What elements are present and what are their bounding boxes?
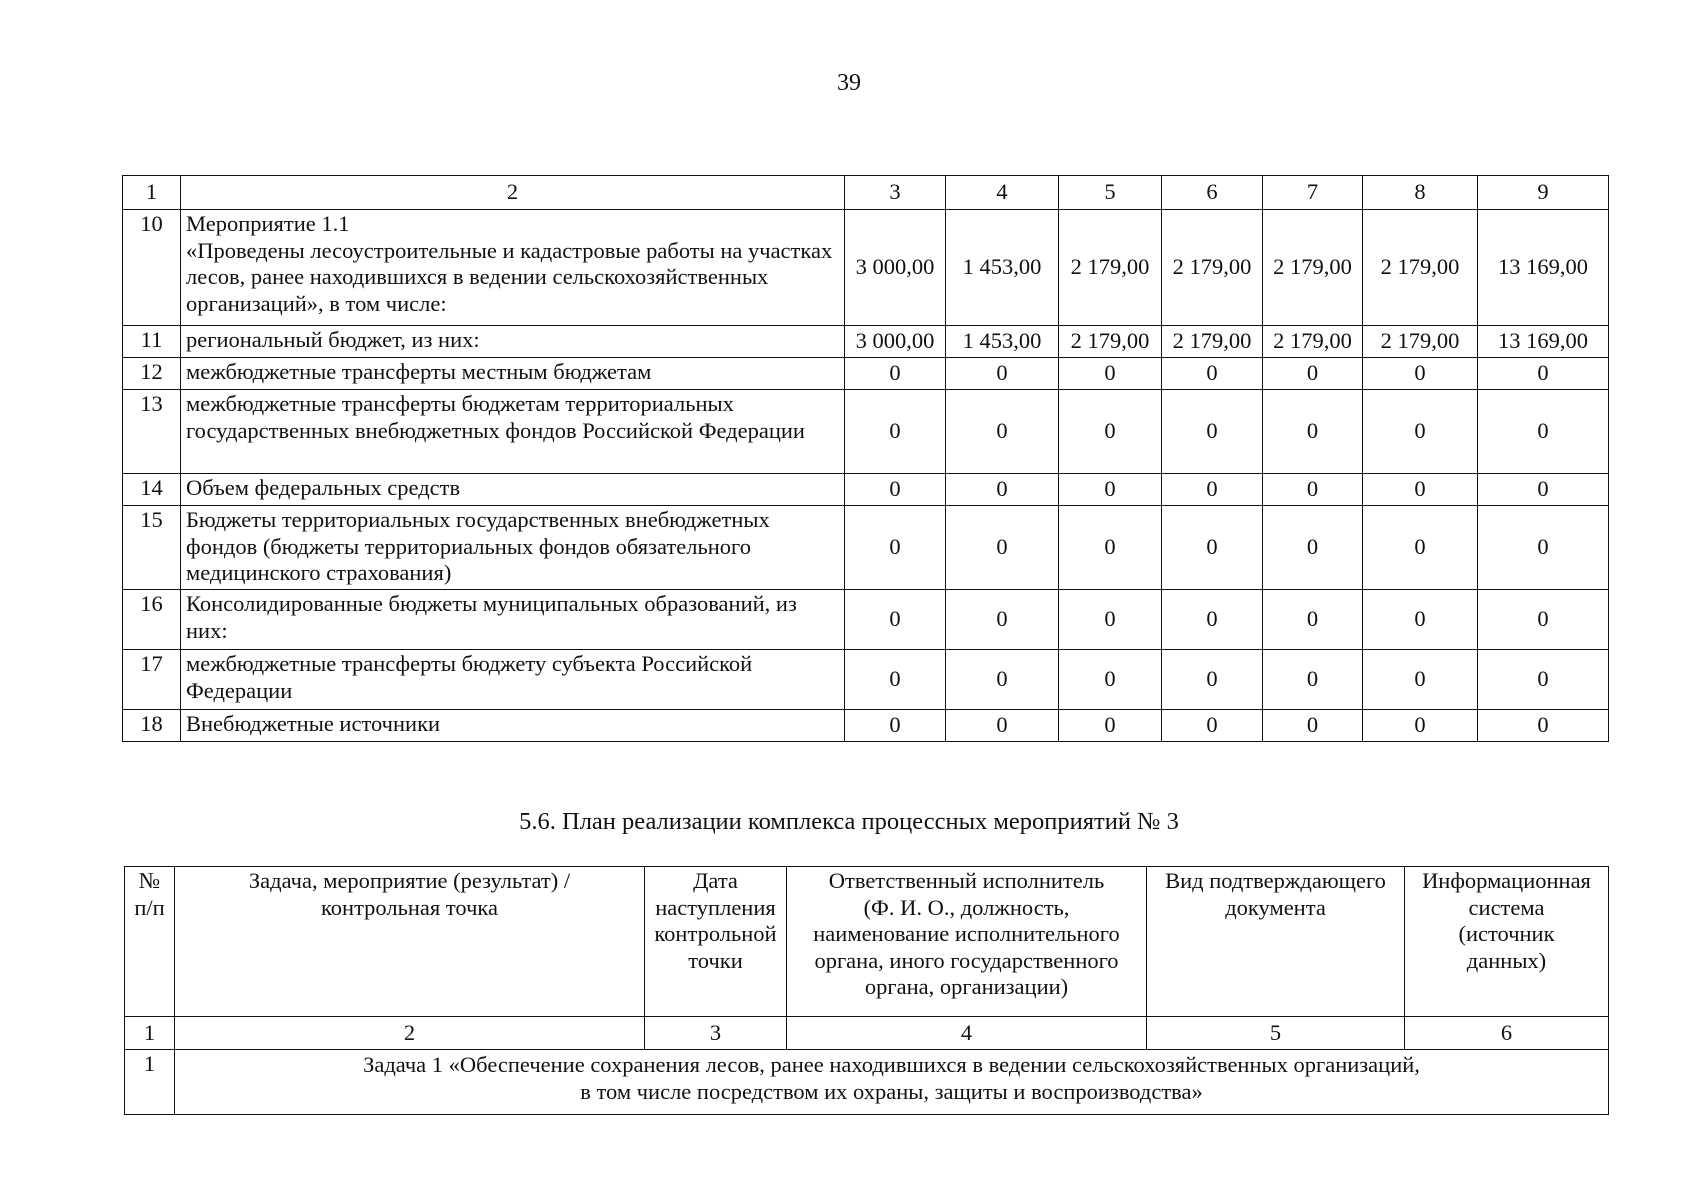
row-value: 0 [845,590,946,650]
row-value: 0 [1478,710,1609,742]
row-label: Бюджеты территориальных государственных внебюджетных фондов (бюджеты территориальных фондов обязательного медицинского страхования) [181,506,845,590]
row-value: 0 [845,358,946,390]
header-document-type: Вид подтверждающего документа [1147,867,1405,1017]
row-number: 12 [123,358,181,390]
row-value: 2 179,00 [1162,326,1263,358]
row-value: 2 179,00 [1363,210,1478,326]
header-task: Задача, мероприятие (результат) / контрольная точка [175,867,645,1017]
row-label: межбюджетные трансферты местным бюджетам [181,358,845,390]
row-number: 10 [123,210,181,326]
row-value: 3 000,00 [845,326,946,358]
row-value: 0 [1162,710,1263,742]
row-value: 0 [1478,390,1609,474]
row-value: 0 [1059,390,1162,474]
row-label: региональный бюджет, из них: [181,326,845,358]
implementation-plan-table [124,866,1609,1115]
row-value: 0 [946,474,1059,506]
page-number: 39 [837,70,861,96]
row-value: 0 [1478,506,1609,590]
row-value: 0 [1162,506,1263,590]
row-value: 0 [1263,590,1363,650]
row-number: 14 [123,474,181,506]
section-heading: 5.6. План реализации комплекса процессных мероприятий № 3 [519,808,1179,835]
row-number: 17 [123,650,181,710]
column-number: 2 [175,1017,645,1050]
row-value: 0 [845,474,946,506]
row-value: 0 [1263,390,1363,474]
row-value: 2 179,00 [1263,210,1363,326]
row-value: 0 [946,710,1059,742]
row-value: 0 [1059,474,1162,506]
row-value: 0 [1478,474,1609,506]
row-value: 3 000,00 [845,210,946,326]
column-number: 5 [1147,1017,1405,1050]
column-number: 5 [1059,176,1162,210]
row-label: Объем федеральных средств [181,474,845,506]
row-value: 13 169,00 [1478,326,1609,358]
task-text: Задача 1 «Обеспечение сохранения лесов, ранее находившихся в ведении сельскохозяйственных организаций, в том числе посредством их охраны, защиты и воспроизводства» [175,1050,1609,1115]
column-number: 1 [125,1017,175,1050]
row-value: 0 [1162,590,1263,650]
row-value: 2 179,00 [1162,210,1263,326]
row-label: межбюджетные трансферты бюджету субъекта Российской Федерации [181,650,845,710]
row-value: 0 [946,650,1059,710]
row-value: 0 [1162,358,1263,390]
row-value: 0 [946,358,1059,390]
row-value: 0 [1263,358,1363,390]
column-number: 6 [1405,1017,1609,1050]
row-label: Мероприятие 1.1 «Проведены лесоустроительные и кадастровые работы на участках лесов, ранее находившихся в ведении сельскохозяйственных организаций», в том числе: [181,210,845,326]
funding-row [123,710,1609,742]
row-value: 0 [1363,474,1478,506]
row-value: 0 [1263,506,1363,590]
row-value: 0 [1478,590,1609,650]
row-value: 0 [1059,650,1162,710]
row-value: 0 [1162,390,1263,474]
row-value: 0 [845,390,946,474]
row-value: 0 [946,590,1059,650]
row-value: 0 [1263,474,1363,506]
column-number: 3 [845,176,946,210]
row-number: 16 [123,590,181,650]
funding-row [123,210,1609,326]
column-number: 3 [645,1017,787,1050]
header-responsible: Ответственный исполнитель (Ф. И. О., должность, наименование исполнительного органа, иного государственного органа, организации) [787,867,1147,1017]
row-value: 2 179,00 [1263,326,1363,358]
row-value: 2 179,00 [1363,326,1478,358]
row-value: 0 [946,506,1059,590]
row-value: 0 [1162,474,1263,506]
row-number: 18 [123,710,181,742]
row-number: 13 [123,390,181,474]
column-number: 8 [1363,176,1478,210]
row-value: 1 453,00 [946,210,1059,326]
row-label: Консолидированные бюджеты муниципальных образований, из них: [181,590,845,650]
funding-row [123,326,1609,358]
row-value: 0 [845,506,946,590]
column-number: 4 [946,176,1059,210]
row-value: 0 [1478,358,1609,390]
column-number: 1 [123,176,181,210]
row-value: 2 179,00 [1059,210,1162,326]
row-value: 13 169,00 [1478,210,1609,326]
funding-row [123,650,1609,710]
row-value: 0 [1162,650,1263,710]
row-value: 0 [946,390,1059,474]
row-value: 1 453,00 [946,326,1059,358]
header-info-system: Информационная система (источник данных) [1405,867,1609,1017]
plan-header-row [125,867,1609,1017]
row-value: 0 [1059,590,1162,650]
header-date: Дата наступления контрольной точки [645,867,787,1017]
row-value: 0 [1059,710,1162,742]
row-value: 0 [845,650,946,710]
row-value: 0 [1363,358,1478,390]
row-number: 15 [123,506,181,590]
row-value: 0 [845,710,946,742]
plan-column-numbers-row [125,1017,1609,1050]
row-value: 0 [1363,710,1478,742]
row-number: 11 [123,326,181,358]
row-value: 0 [1263,710,1363,742]
row-value: 0 [1478,650,1609,710]
column-number: 7 [1263,176,1363,210]
row-value: 0 [1263,650,1363,710]
column-number: 2 [181,176,845,210]
column-number: 4 [787,1017,1147,1050]
funding-row [123,590,1609,650]
row-value: 0 [1363,650,1478,710]
funding-column-numbers-row [123,176,1609,210]
funding-row [123,474,1609,506]
row-label: межбюджетные трансферты бюджетам территориальных государственных внебюджетных фондов Российской Федерации [181,390,845,474]
row-value: 2 179,00 [1059,326,1162,358]
funding-row [123,358,1609,390]
funding-table [122,175,1609,742]
task-row [125,1050,1609,1115]
row-value: 0 [1363,590,1478,650]
funding-row [123,390,1609,474]
header-row-number: № п/п [125,867,175,1017]
column-number: 9 [1478,176,1609,210]
funding-row [123,506,1609,590]
column-number: 6 [1162,176,1263,210]
row-value: 0 [1363,390,1478,474]
row-value: 0 [1059,358,1162,390]
task-row-number: 1 [125,1050,175,1115]
row-value: 0 [1363,506,1478,590]
row-value: 0 [1059,506,1162,590]
row-label: Внебюджетные источники [181,710,845,742]
